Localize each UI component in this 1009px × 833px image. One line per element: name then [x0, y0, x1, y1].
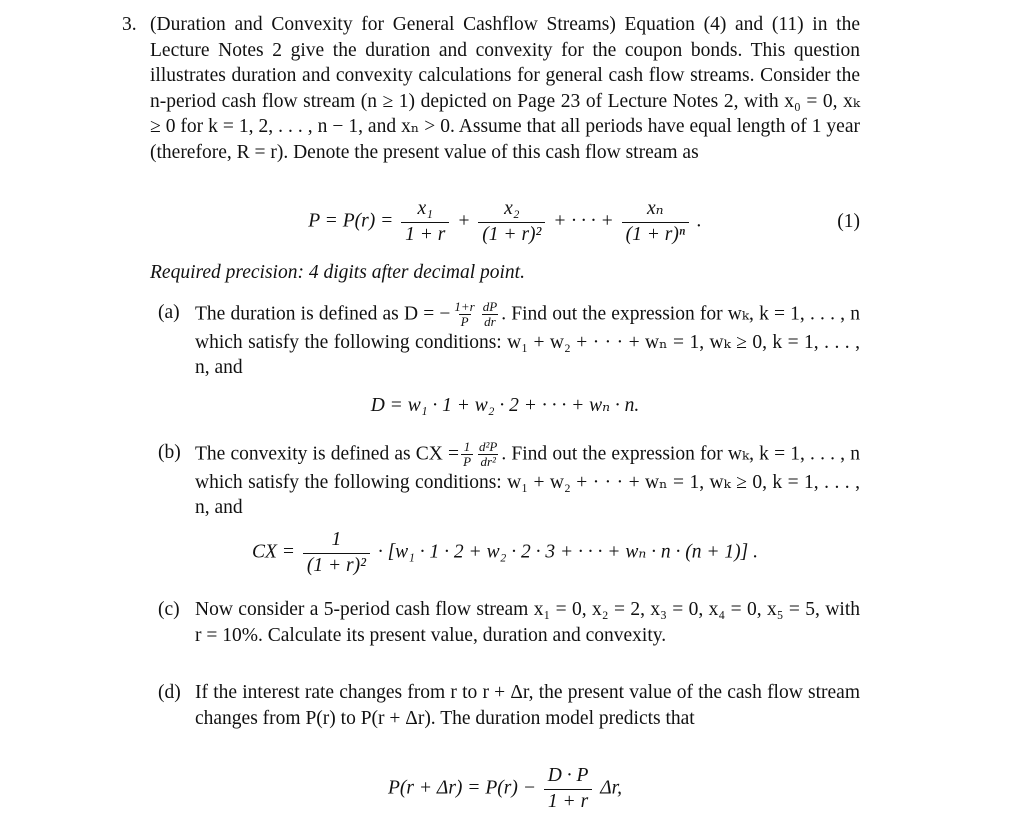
part-b-fraction-1	[461, 440, 473, 470]
eq1-f1-numerator: x₁	[417, 198, 433, 220]
cx-rhs: · [w₁ · 1 · 2 + w₂ · 2 · 3 + · · · + wₙ · n · (n + 1)] .	[377, 541, 758, 563]
eq1-end: .	[696, 210, 702, 232]
part-b-fraction-2	[477, 440, 499, 470]
equation-1	[150, 192, 860, 252]
part-a-label: (a)	[158, 302, 180, 323]
cx-numerator: 1	[331, 529, 342, 551]
precision-note: Required precision: 4 digits after decimal point.	[150, 262, 525, 283]
part-a-fraction-1	[452, 300, 476, 330]
cx-lhs: CX =	[252, 541, 295, 563]
part-c-label: (c)	[158, 599, 180, 620]
duration-equation: D = w₁ · 1 + w₂ · 2 + · · · + wₙ · n.	[370, 395, 640, 416]
part-a-text	[195, 300, 860, 381]
eq1-f2-denominator: (1 + r)²	[478, 222, 545, 246]
eq1-plus: +	[457, 210, 471, 232]
part-b-f2-den: dr²	[480, 454, 496, 470]
cx-fraction	[303, 529, 370, 577]
eq1-fraction-1	[401, 198, 449, 246]
dm-denominator: 1 + r	[544, 789, 592, 813]
problem-intro: (Duration and Convexity for General Cashflow Streams) Equation (4) and (11) in the Lecture Notes 2 give the duration and convexity for the coupon bonds. This question illustrates duration and convexity calculations for general cash flow streams. Consider the n-period cash flow stream (n ≥ 1) depicted on Page 23 of Lecture Notes 2, with x₀ = 0, xₖ ≥ 0 for k = 1, 2, . . . , n − 1, and xₙ > 0. Assume that all periods have equal length of 1 year (therefore, R = r). Denote the present value of this cash flow stream as	[150, 14, 860, 163]
part-a-f1-num: 1+r	[454, 299, 475, 314]
part-c-text: Now consider a 5-period cash flow stream x₁ = 0, x₂ = 2, x₃ = 0, x₄ = 0, x₅ = 5, with r = 10%. Calculate its present value, duration and convexity.	[195, 599, 860, 646]
part-a-f1-den: P	[460, 314, 469, 330]
eq1-lhs: P = P(r) =	[308, 210, 394, 232]
part-b-label: (b)	[158, 442, 181, 463]
eq1-fraction-2	[478, 198, 545, 246]
dm-lhs: P(r + Δr) = P(r) −	[388, 777, 536, 799]
part-b-text-post: . Find out the expression for wₖ, k = 1, . . . , n which satisfy the following conditions: w₁ + w₂ + · · · + wₙ = 1, wₖ ≥ 0, k = 1, . . . , n, and	[195, 443, 860, 519]
part-a-f2-den: dr	[484, 314, 496, 330]
eq1-f2-numerator: x₂	[504, 198, 520, 220]
part-a-fraction-2	[481, 300, 499, 330]
part-a-text-pre: The duration is defined as D = −	[195, 303, 451, 325]
part-b-f2-num: d²P	[479, 439, 498, 454]
dm-numerator: D · P	[547, 765, 589, 787]
dm-fraction	[544, 765, 593, 813]
dm-rhs: Δr,	[600, 777, 622, 799]
part-b-text-pre: The convexity is defined as CX =	[195, 443, 460, 465]
cx-denominator: (1 + r)²	[303, 553, 370, 577]
part-b-f1-num: 1	[463, 439, 471, 454]
part-d-label: (d)	[158, 682, 181, 703]
equation-duration-model	[150, 758, 860, 820]
problem-number: 3.	[122, 14, 137, 35]
part-b-f1-den: P	[463, 454, 472, 470]
part-a-f2-num: dP	[482, 299, 498, 314]
part-d-text: If the interest rate changes from r to r + Δr, the present value of the cash flow stream changes from P(r) to P(r + Δr). The duration model predicts that	[195, 682, 860, 729]
equation-tag: (1)	[837, 211, 860, 232]
eq1-f3-numerator: xₙ	[647, 198, 664, 220]
equation-convexity	[150, 522, 860, 584]
part-b-text	[195, 440, 860, 521]
eq1-ellipsis: + · · · +	[553, 210, 614, 232]
equation-duration	[150, 376, 860, 434]
eq1-fraction-3	[622, 198, 689, 246]
eq1-f1-denominator: 1 + r	[401, 222, 449, 246]
part-a-text-post: . Find out the expression for wₖ, k = 1, . . . , n which satisfy the following conditions: w₁ + w₂ + · · · + wₙ = 1, wₖ ≥ 0, k = 1, . . . , n, and	[195, 303, 860, 379]
eq1-f3-denominator: (1 + r)ⁿ	[622, 222, 689, 246]
